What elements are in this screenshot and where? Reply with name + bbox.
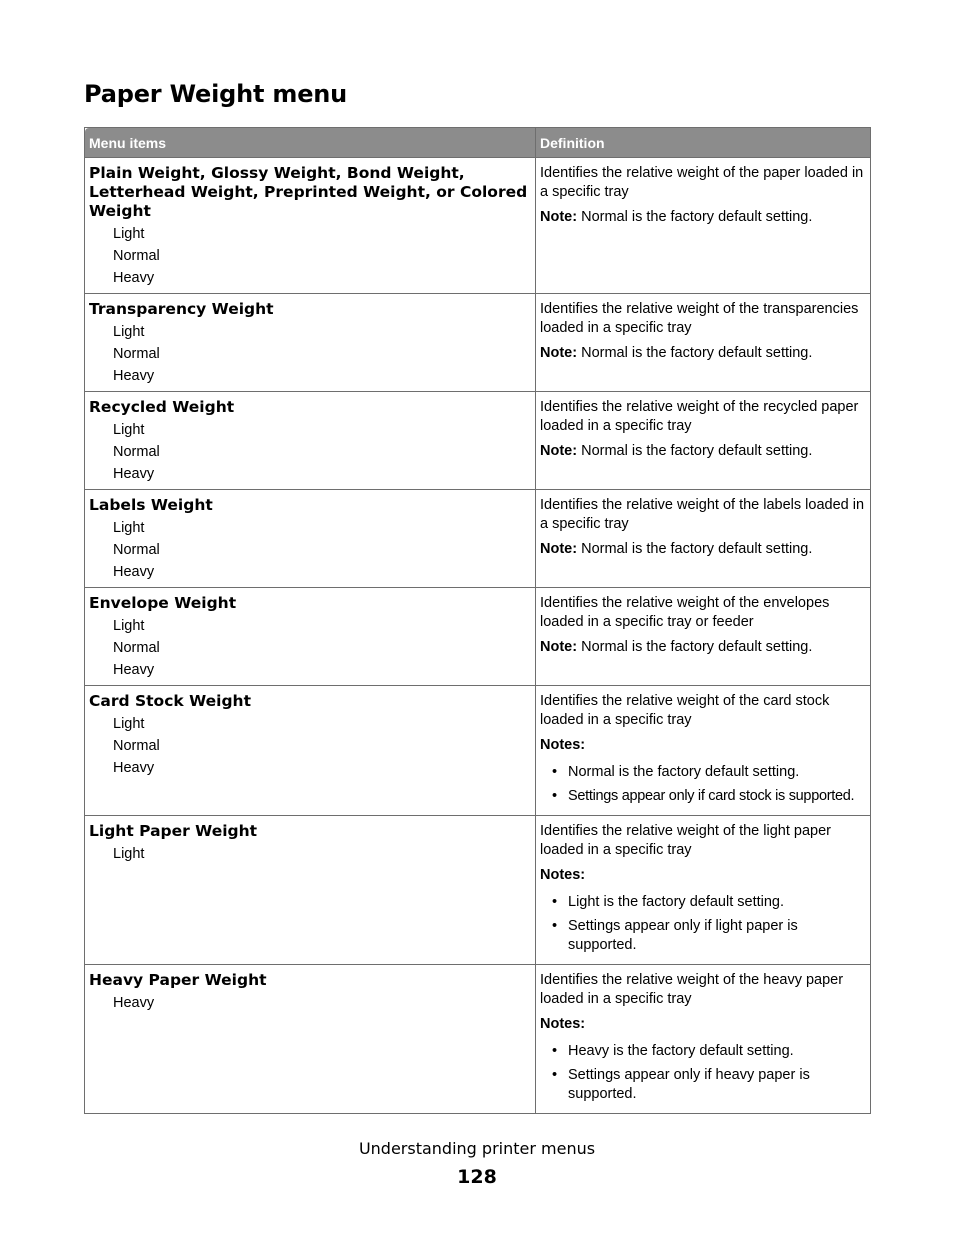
page-title: Paper Weight menu [84,80,348,108]
definition-text: Identifies the relative weight of the labels loaded in a specific tray [540,497,865,532]
option-value: Normal [113,542,160,558]
menu-item-title: Card Stock Weight [89,692,251,710]
table-row [85,294,871,392]
note-text: Normal is the factory default setting. [577,541,813,557]
definition-cell [536,588,871,686]
table-row [85,965,871,1114]
note-text: Normal is the factory default setting. [577,639,813,655]
menu-item-cell [85,490,536,588]
option-value: Light [113,520,145,536]
list-item: • Normal is the factory default setting. [552,764,800,780]
bullet-icon: • [552,1067,558,1083]
definition-text: Identifies the relative weight of the card stock loaded in a specific tray [540,693,830,728]
definition-text: Identifies the relative weight of the light paper loaded in a specific tray [540,823,831,858]
header-definition: Definition [536,128,871,158]
definition-cell [536,965,871,1114]
note-label: Note: [540,209,578,225]
paper-weight-table [84,127,871,1114]
definition-text: Identifies the relative weight of the transparencies loaded in a specific tray [540,301,859,336]
note-text: Normal is the factory default setting. [577,345,813,361]
menu-item-title: Recycled Weight [89,398,235,416]
definition-cell [536,686,871,816]
note [540,344,866,363]
option-value: Light [113,324,145,340]
bullet-icon: • [552,764,558,780]
option-value: Normal [113,640,160,656]
option-value: Heavy [113,995,155,1011]
option-value: Normal [113,248,160,264]
option-value: Heavy [113,368,155,384]
list-item: • Light is the factory default setting. [552,894,785,910]
option-value: Light [113,846,145,862]
menu-item-cell [85,392,536,490]
note-label: Note: [540,345,578,361]
table-row [85,392,871,490]
option-value: Light [113,422,145,438]
option-value: Heavy [113,760,155,776]
menu-item-title: Envelope Weight [89,594,237,612]
option-value: Light [113,716,145,732]
menu-item-title: Transparency Weight [89,300,274,318]
list-item: • Settings appear only if heavy paper is supported. [552,1067,810,1102]
definition-cell [536,294,871,392]
note-text: Normal is the factory default setting. [577,443,813,459]
menu-item-cell [85,816,536,965]
option-value: Normal [113,738,160,754]
notes-list [540,763,866,806]
table-row [85,158,871,294]
notes-list [540,893,866,955]
list-item: • Settings appear only if light paper is supported. [552,918,798,953]
option-value: Light [113,226,145,242]
list-item: • Heavy is the factory default setting. [552,1043,794,1059]
menu-item-cell [85,294,536,392]
note [540,540,866,559]
menu-item-cell [85,158,536,294]
option-value: Heavy [113,270,155,286]
footer-section-label: Understanding printer menus [358,1139,596,1158]
definition-cell [536,816,871,965]
bullet-icon: • [552,1043,558,1059]
menu-item-title: Light Paper Weight [89,822,258,840]
note-label: Note: [540,639,578,655]
definition-cell [536,158,871,294]
table-header-row [85,128,871,158]
table-row [85,490,871,588]
notes-list [540,1042,866,1104]
notes-label: Notes: [540,737,586,753]
table-row [85,588,871,686]
page-number: 128 [457,1166,497,1188]
definition-text: Identifies the relative weight of the envelopes loaded in a specific tray or feeder [540,595,830,630]
option-value: Heavy [113,466,155,482]
menu-item-title: Labels Weight [89,496,213,514]
bullet-icon: • [552,894,558,910]
note-text: Normal is the factory default setting. [577,209,813,225]
table-row [85,686,871,816]
option-value: Normal [113,444,160,460]
menu-item-title: Heavy Paper Weight [89,971,267,989]
option-value: Heavy [113,564,155,580]
menu-item-cell [85,588,536,686]
menu-item-title: Plain Weight, Glossy Weight, Bond Weight, Letterhead Weight, Preprinted Weight, or Colored Weight [89,164,528,220]
table-row [85,816,871,965]
definition-cell [536,490,871,588]
option-value: Light [113,618,145,634]
list-item: • Settings appear only if card stock is supported. [552,788,855,804]
menu-item-cell [85,965,536,1114]
notes-label: Notes: [540,867,586,883]
header-menu-items: Menu items [85,128,536,158]
definition-cell [536,392,871,490]
definition-text: Identifies the relative weight of the heavy paper loaded in a specific tray [540,972,844,1007]
note [540,208,866,227]
bullet-icon: • [552,918,558,934]
notes-label: Notes: [540,1016,586,1032]
bullet-icon: • [552,788,557,804]
note-label: Note: [540,443,578,459]
menu-item-cell [85,686,536,816]
definition-text: Identifies the relative weight of the paper loaded in a specific tray [540,165,864,200]
option-value: Normal [113,346,160,362]
note [540,442,866,461]
option-value: Heavy [113,662,155,678]
note-label: Note: [540,541,578,557]
definition-text: Identifies the relative weight of the recycled paper loaded in a specific tray [540,399,859,434]
note [540,638,866,657]
